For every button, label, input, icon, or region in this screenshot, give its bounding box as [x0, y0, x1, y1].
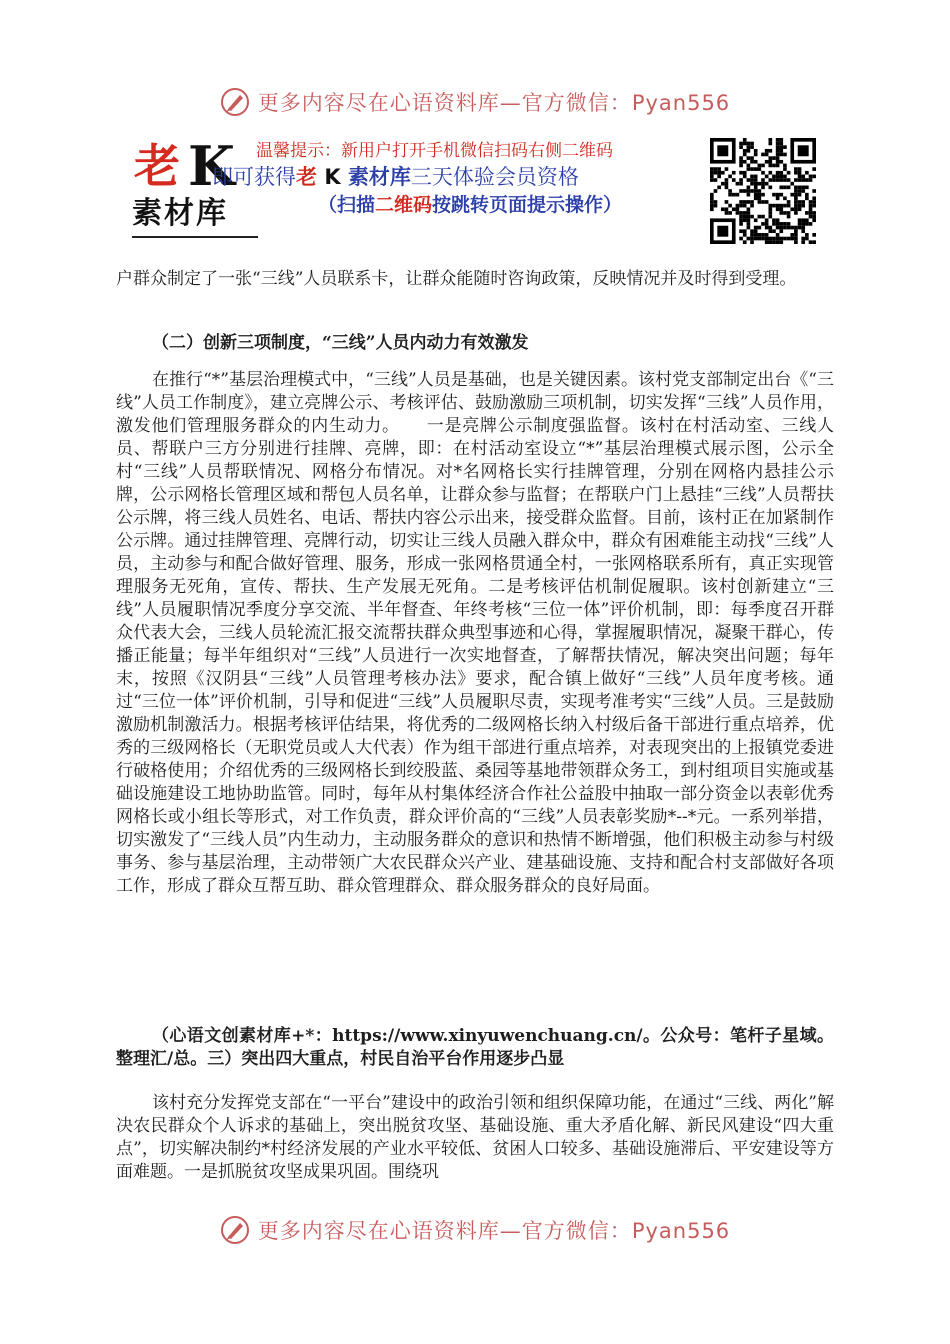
- promo-scan: （扫描二维码按跳转页面提示操作）: [318, 194, 623, 216]
- banner-text: 更多内容尽在心语资料库—官方微信：Pyan556: [257, 1219, 731, 1243]
- qr-code-icon[interactable]: [710, 138, 816, 244]
- bottom-banner: [0, 1212, 950, 1248]
- top-banner: [0, 84, 950, 120]
- section-heading-3: （心语文创素材库+*：https://www.xinyuwenchuang.cn/。公众号：笔杆子星域。整理汇/总。三）突出四大重点，村民自治平台作用逐步凸显: [116, 1026, 834, 1069]
- promo-tip: 温馨提示：新用户打开手机微信扫码右侧二维码: [256, 141, 613, 161]
- pen-logo-icon: [220, 1215, 250, 1245]
- section-heading-2: （二）创新三项制度，“三线”人员内动力有效激发: [152, 333, 529, 353]
- pen-logo-icon: [220, 87, 250, 117]
- promo-offer: 即可获得老 K 素材库三天体验会员资格: [212, 164, 579, 189]
- brand-k: K: [188, 134, 235, 198]
- paragraph-1: 户群众制定了一张“三线”人员联系卡，让群众能随时咨询政策，反映情况并及时得到受理。: [116, 269, 797, 289]
- paragraph-2: 在推行“*”基层治理模式中，“三线”人员是基础，也是关键因素。该村党支部制定出台《“三线”人员工作制度》，建立亮牌公示、考核评估、鼓励激励三项机制，切实发挥“三线”人员作用，激发他们管理服务群众的内生动力。 一是亮牌公示制度强监督。该村在村活动室、三线人员、帮联户三方分别进行挂牌、亮牌，即：在村活动室设立“*”基层治理模式展示图，公示全村“三线”人员帮联情况、网格分布情况。对*名网格长实行挂牌管理，分别在网格内悬挂公示牌，公示网格长管理区域和帮包人员名单，让群众参与监督；在帮联户门上悬挂“三线”人员帮扶公示牌，将三线人员姓名、电话、帮扶内容公示出来，接受群众监督。目前，该村正在加紧制作公示牌。通过挂牌管理、亮牌行动，切实让三线人员融入群众中，群众有困难能主动找“三线”人员，主动参与和配合做好管理、服务，形成一张网格贯通全村，一张网格联系所有，真正实现管理服务无死角，宣传、帮扶、生产发展无死角。二是考核评估机制促履职。该村创新建立“三线”人员履职情况季度分享交流、半年督查、年终考核“三位一体”评价机制，即：每季度召开群众代表大会，三线人员轮流汇报交流帮扶群众典型事迹和心得，掌握履职情况，凝聚干群心，传播正能量；每半年组织对“三线”人员进行一次实地督查，了解帮扶情况，解决突出问题；每年末，按照《汉阴县“三线”人员管理考核办法》要求，配合镇上做好“三线”人员年度考核。通过“三位一体”评价机制，引导和促进“三线”人员履职尽责，实现考准考实“三线”人员。三是鼓励激励机制激活力。根据考核评估结果，将优秀的二级网格长纳入村级后备干部进行重点培养，优秀的三级网格长（无职党员或人大代表）作为组干部进行重点培养，对表现突出的上报镇党委进行破格使用；介绍优秀的三级网格长到绞股蓝、桑园等基地带领群众务工，到村组项目实施或基础设施建设工地协助监管。同时，每年从村集体经济合作社公益股中抽取一部分资金以表彰优秀网格长或小组长等形式，对工作负责，群众评价高的“三线”人员表彰奖励*--*元。一系列举措，切实激发了“三线人员”内生动力，主动服务群众的意识和热情不断增强，他们积极主动参与村级事务、参与基层治理，主动带领广大农民群众兴产业、建基础设施、支持和配合村支部做好各项工作，形成了群众互帮互助、群众管理群众、群众服务群众的良好局面。: [116, 370, 834, 896]
- paragraph-3: 该村充分发挥党支部在“一平台”建设中的政治引领和组织保障功能，在通过“三线、两化”解决农民群众个人诉求的基础上，突出脱贫攻坚、基础设施、重大矛盾化解、新民风建设“四大重点”，切实解决制约*村经济发展的产业水平较低、贫困人口较多、基础设施滞后、平安建设等方面难题。一是抓脱贫攻坚成果巩固。围绕巩: [116, 1093, 834, 1182]
- brand-logo: [132, 134, 262, 244]
- banner-text: 更多内容尽在心语资料库—官方微信：Pyan556: [257, 91, 731, 115]
- brand-sub: 素材库: [132, 196, 228, 231]
- brand-lao: 老: [134, 139, 180, 193]
- brand-underline: [132, 236, 258, 238]
